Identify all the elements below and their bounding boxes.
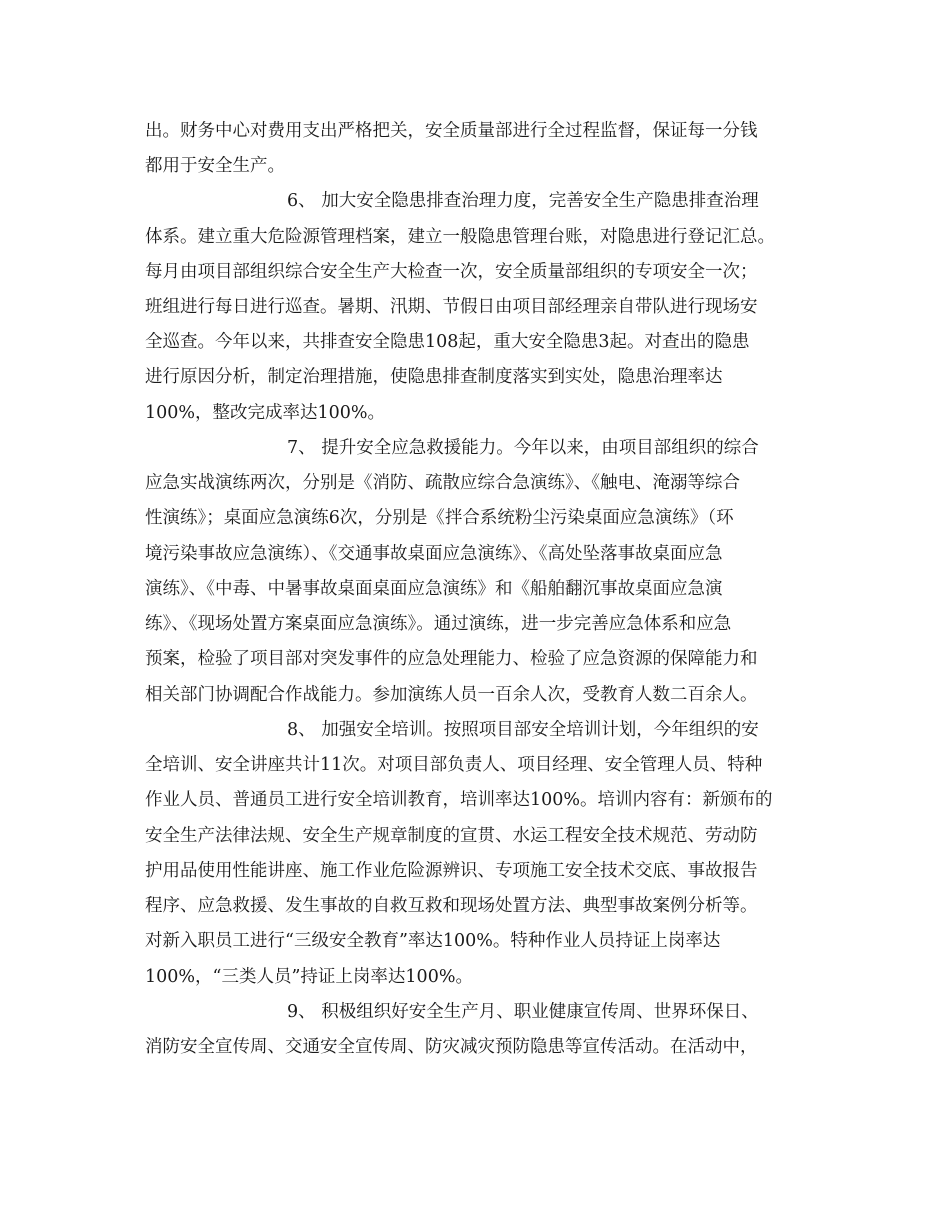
text-line: 境污染事故应急演练）、《交通事故桌面应急演练》、《高处坠落事故桌面应急 bbox=[145, 544, 723, 564]
text-line: 全巡查。今年以来，共排查安全隐患108起，重大安全隐患3起。对查出的隐患 bbox=[145, 332, 750, 352]
text-line: 体系。建立重大危险源管理档案，建立一般隐患管理台账，对隐患进行登记汇总。 bbox=[145, 227, 775, 247]
numbered-item-9: 9、 积极组织好安全生产月、职业健康宣传周、世界环保日、 bbox=[287, 1002, 759, 1022]
text-line: 对新入职员工进行“三级安全教育”率达100%。特种作业人员持证上岗率达 bbox=[145, 931, 721, 951]
text-line: 演练》、《中毒、中暑事故桌面桌面应急演练》和《船舶翻沉事故桌面应急演 bbox=[145, 579, 723, 599]
text-line: 预案，检验了项目部对突发事件的应急处理能力、检验了应急资源的保障能力和 bbox=[145, 649, 758, 669]
text-line: 安全生产法律法规、安全生产规章制度的宣贯、水运工程安全技术规范、劳动防 bbox=[145, 826, 758, 846]
text-line: 全培训、安全讲座共计11次。对项目部负责人、项目经理、安全管理人员、特种 bbox=[145, 755, 763, 775]
text-line: 进行原因分析，制定治理措施，使隐患排查制度落实到实处，隐患治理率达 bbox=[145, 367, 723, 387]
text-line: 程序、应急救援、发生事故的自救互救和现场处置方法、典型事故案例分析等。 bbox=[145, 896, 758, 916]
text-line: 作业人员、普通员工进行安全培训教育，培训率达100%。培训内容有：新颁布的 bbox=[145, 790, 773, 810]
numbered-item-8: 8、 加强安全培训。按照项目部安全培训计划，今年组织的安 bbox=[287, 720, 759, 740]
text-line: 相关部门协调配合作战能力。参加演练人员一百余人次，受教育人数二百余人。 bbox=[145, 685, 758, 705]
text-line: 消防安全宣传周、交通安全宣传周、防灾减灾预防隐患等宣传活动。在活动中， bbox=[145, 1037, 758, 1057]
text-line: 练》、《现场处置方案桌面应急演练》。通过演练，进一步完善应急体系和应急 bbox=[145, 614, 732, 634]
numbered-item-6: 6、 加大安全隐患排查治理力度，完善安全生产隐患排查治理 bbox=[287, 191, 759, 211]
text-line: 100%，整改完成率达100%。 bbox=[145, 403, 386, 423]
text-line: 每月由项目部组织综合安全生产大检查一次，安全质量部组织的专项安全一次； bbox=[145, 262, 758, 282]
numbered-item-7: 7、 提升安全应急救援能力。今年以来，由项目部组织的综合 bbox=[287, 438, 759, 458]
text-line: 都用于安全生产。 bbox=[145, 156, 285, 176]
text-line: 出。财务中心对费用支出严格把关，安全质量部进行全过程监督，保证每一分钱 bbox=[145, 121, 758, 141]
text-line: 应急实战演练两次，分别是《消防、疏散应综合急演练》、《触电、淹溺等综合 bbox=[145, 473, 740, 493]
text-line: 性演练》；桌面应急演练6次，分别是《拌合系统粉尘污染桌面应急演练》（环 bbox=[145, 508, 734, 528]
text-line: 护用品使用性能讲座、施工作业危险源辨识、专项施工安全技术交底、事故报告 bbox=[145, 861, 758, 881]
text-line: 100%，“三类人员”持证上岗率达100%。 bbox=[145, 967, 473, 987]
text-line: 班组进行每日进行巡查。暑期、汛期、节假日由项目部经理亲自带队进行现场安 bbox=[145, 297, 758, 317]
